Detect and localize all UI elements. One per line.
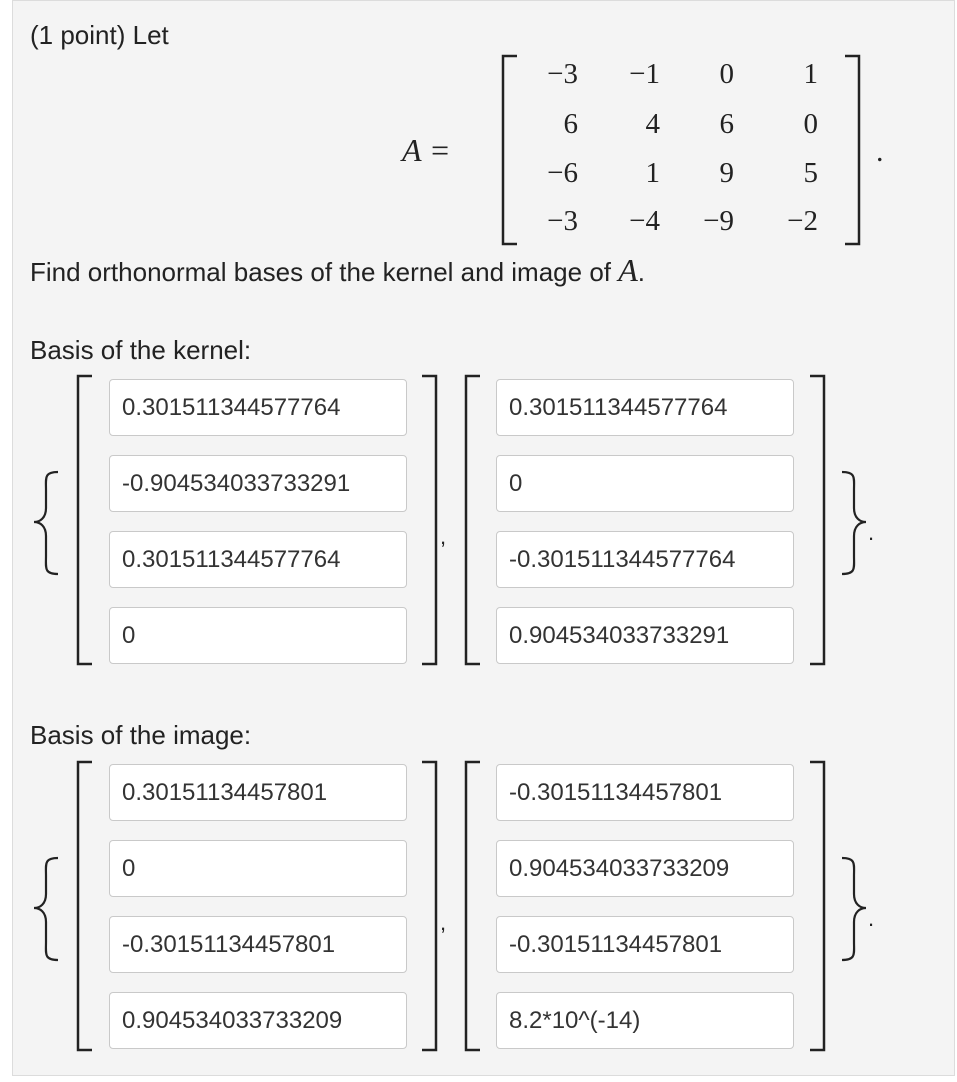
matrix-cell: −4 (629, 205, 660, 237)
image-label: Basis of the image: (30, 720, 252, 750)
matrix-cell: −2 (787, 205, 818, 237)
image-v1-input-2[interactable]: 0 (109, 840, 407, 897)
instruction-period: . (637, 257, 646, 287)
instruction-body: Find orthonormal bases of the kernel and image of (30, 257, 612, 287)
matrix-cell: −6 (547, 157, 578, 189)
image-v1-input-3[interactable]: -0.30151134457801 (109, 916, 407, 973)
kernel-v1-input-1[interactable]: 0.301511344577764 (109, 379, 407, 436)
matrix-cell: −1 (629, 58, 660, 90)
matrix-cell: 1 (645, 157, 660, 189)
problem-intro: (1 point) Let (30, 20, 169, 50)
kernel-v1-input-4[interactable]: 0 (109, 607, 407, 664)
matrix-cell: 1 (803, 58, 818, 90)
image-separator: , (440, 910, 447, 935)
matrix-period: . (876, 135, 884, 168)
instruction-var: A (618, 252, 638, 288)
kernel-v2-input-1[interactable]: 0.301511344577764 (496, 379, 794, 436)
image-v2-input-3[interactable]: -0.30151134457801 (496, 916, 794, 973)
image-v2-input-1[interactable]: -0.30151134457801 (496, 764, 794, 821)
image-period: . (868, 906, 875, 931)
matrix-name: A = (402, 132, 451, 168)
matrix-cell: 6 (719, 108, 734, 140)
image-v1-input-1[interactable]: 0.30151134457801 (109, 764, 407, 821)
kernel-v1-input-3[interactable]: 0.301511344577764 (109, 531, 407, 588)
kernel-v1-input-2[interactable]: -0.904534033733291 (109, 455, 407, 512)
matrix-cell: 0 (719, 58, 734, 90)
kernel-v2-input-3[interactable]: -0.301511344577764 (496, 531, 794, 588)
image-v2-input-4[interactable]: 8.2*10^(-14) (496, 992, 794, 1049)
kernel-label: Basis of the kernel: (30, 335, 252, 365)
matrix-cell: 5 (803, 157, 818, 189)
matrix-cell: 4 (645, 108, 660, 140)
matrix-cell: 6 (563, 108, 578, 140)
matrix-cell: 9 (719, 157, 734, 189)
kernel-separator: , (440, 524, 447, 549)
kernel-period: . (868, 520, 875, 545)
matrix-cell: −3 (547, 58, 578, 90)
image-v1-input-4[interactable]: 0.904534033733209 (109, 992, 407, 1049)
matrix-cell: −3 (547, 205, 578, 237)
kernel-v2-input-4[interactable]: 0.904534033733291 (496, 607, 794, 664)
image-v2-input-2[interactable]: 0.904534033733209 (496, 840, 794, 897)
kernel-v2-input-2[interactable]: 0 (496, 455, 794, 512)
instruction-text (30, 252, 646, 288)
matrix-cell: 0 (803, 108, 818, 140)
matrix-cell: −9 (703, 205, 734, 237)
